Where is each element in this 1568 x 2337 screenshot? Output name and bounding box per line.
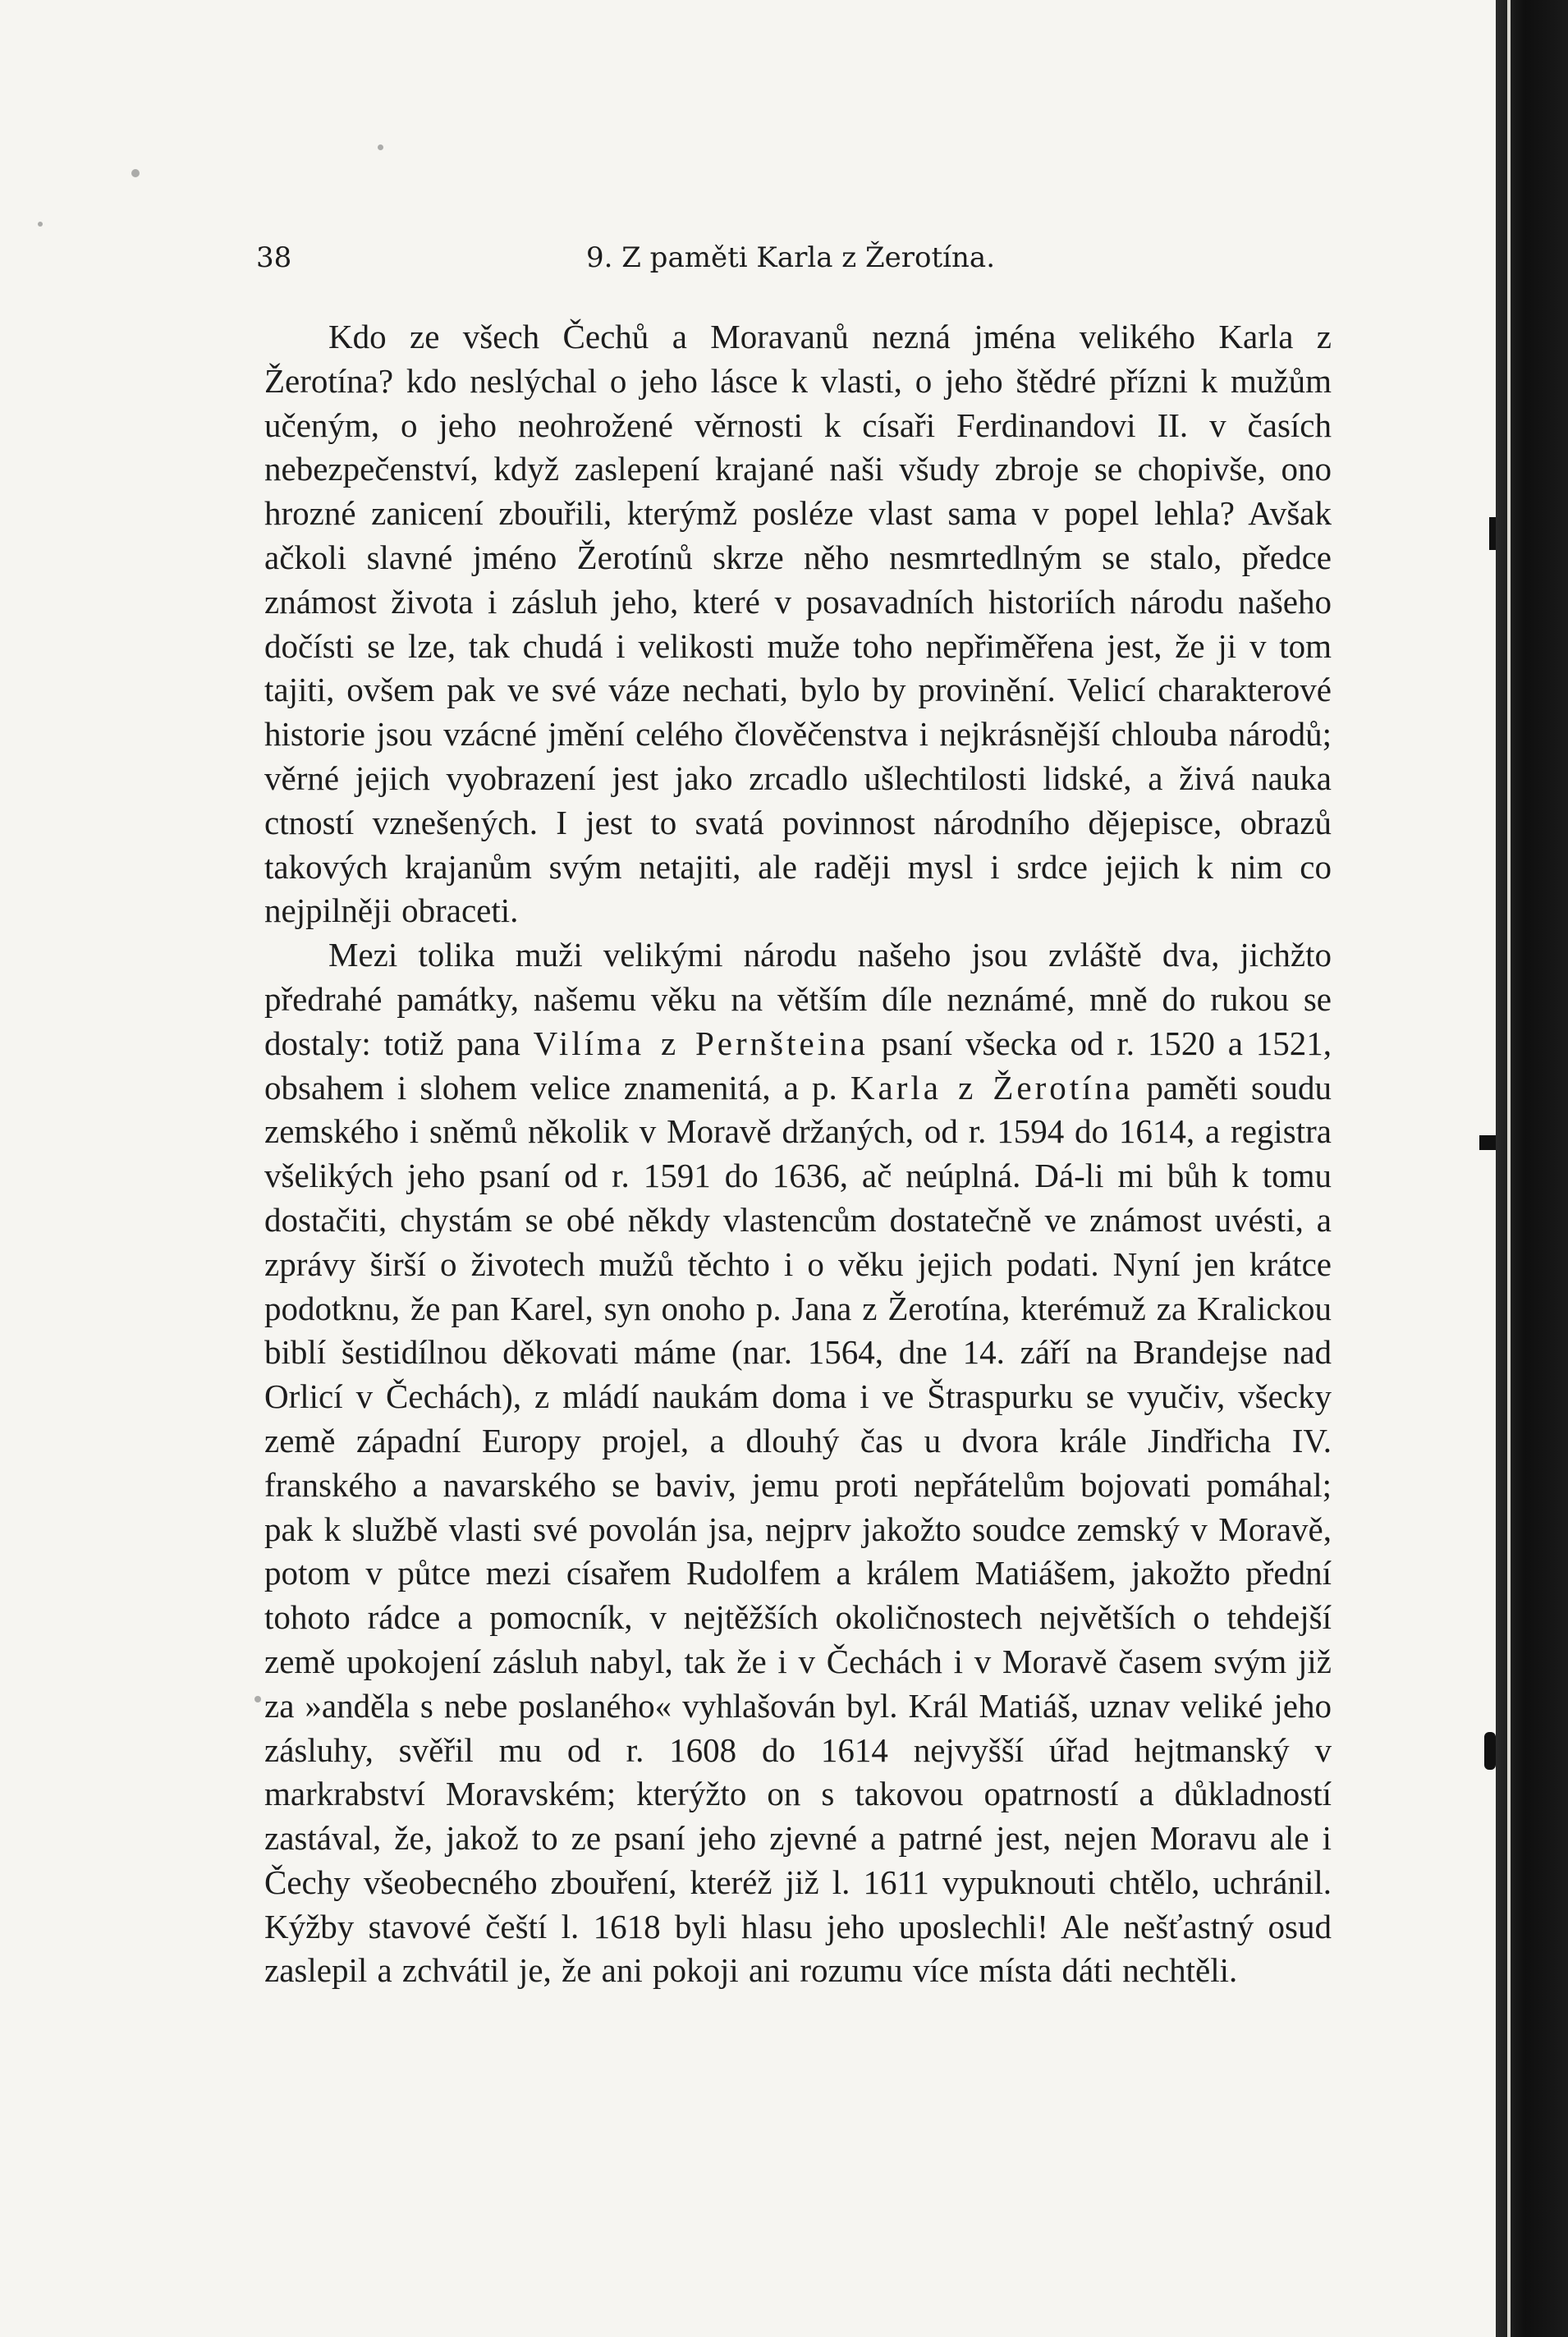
page-edge-line [1507, 0, 1511, 2337]
scan-speck [378, 144, 383, 150]
running-title: 9. Z paměti Karla z Žerotína. [586, 241, 995, 274]
scan-speck [254, 1696, 261, 1702]
person-name-karel: Karla z Žerotína [850, 1068, 1134, 1107]
paragraph-2-part-1: Mezi tolika muži velikými národu našeho jsou zvláště dva, jichžto předrahé památky, našemu věku na větším díle neznámé, mně do rukou se dostaly: totiž pana [264, 936, 1332, 1062]
paragraph-2 [264, 933, 1332, 1993]
page-number: 38 [256, 241, 292, 274]
margin-mark [1489, 517, 1496, 550]
paragraph-1: Kdo ze všech Čechů a Moravanů nezná jména velikého Karla z Žerotína? kdo neslýchal o jeho lásce k vlasti, o jeho štědré přízni k mužům učeným, o jeho neohrožené věrnosti k císaři Ferdinandovi II. v časích nebezpečenství, když zaslepení krajané naši všudy zbroje se chopivše, ono hrozné zanicení zbouřili, kterýmž posléze vlast sama v popel lehla? Avšak ačkoli slavné jméno Žerotínů skrze něho nesmrtedlným se stalo, předce známost života i zásluh jeho, které v posavadních historiích národu našeho dočísti se lze, tak chudá i velikosti muže toho nepřiměřena jest, že ji v tom tajiti, ovšem pak ve své váze nechati, bylo by provinění. Velicí charakterové historie jsou vzácné jmění celého člověčenstva i nejkrásnější chlouba národů; věrné jejich vyobrazení jest jako zrcadlo ušlechtilosti lidské, a živá nauka ctností vznešených. I jest to svatá povinnost národního dějepisce, obrazů takových krajanům svým netajiti, ale raději mysl i srdce jejich k nim co nejpilněji obraceti. [264, 318, 1332, 930]
margin-mark [1484, 1732, 1496, 1770]
paragraph-2-part-3: paměti soudu zemského i sněmů několik v Moravě držaných, od r. 1594 do 1614, a registra všelikých jeho psaní od r. 1591 do 1636, ač neúplná. Dá-li mi bůh k tomu dostačiti, chystám se obé někdy vlastencům dostatečně ve známost uvésti, a zprávy širší o životech mužů těchto i o věku jejich podati. Nyní jen krátce podotknu, že pan Karel, syn onoho p. Jana z Žerotína, kterémuž za Kralickou biblí šestidílnou děkovati máme (nar. 1564, dne 14. září na Brandejse nad Orlicí v Čechách), z mládí naukám doma i ve Štraspurku se vyučiv, všecky země západní Europy projel, a dlouhý čas u dvora krále Jindřicha IV. franského a navarského se baviv, jemu proti nepřátelům bojovati pomáhal; pak k službě vlasti své povolán jsa, nejprv jakožto soudce zemský v Moravě, potom v půtce mezi císařem Rudolfem a králem Matiášem, jakožto přední tohoto rádce a pomocník, v nejtěžších okoličnostech největších o tehdejší země upokojení zásluh nabyl, tak že i v Čechách i v Moravě časem svým již za »anděla s nebe poslaného« vyhlašován byl. Král Matiáš, uznav veliké jeho zásluhy, svěřil mu od r. 1608 do 1614 nejvyšší úřad hejtmanský v markrabství Moravském; kterýžto on s takovou opatrností a důkladností zastával, že, jakož to ze psaní jeho zjevné a patrné jest, nejen Moravu ale i Čechy všeobecného zbouření, kteréž již l. 1611 vypuknouti chtělo, uchránil. Kýžby stavové čeští l. 1618 byli hlasu jeho uposlechli! Ale nešťastný osud zaslepil a zchvátil je, že ani pokoji ani rozumu více místa dáti nechtěli. [264, 1068, 1332, 1990]
scan-speck [38, 222, 43, 227]
body-text [264, 315, 1332, 1993]
page-header [256, 241, 995, 282]
margin-mark [1479, 1135, 1496, 1150]
person-name-vilim: Vilíma z Pernšteina [533, 1024, 869, 1062]
paragraph-2-part-2: psaní všecka od r. 1520 a 1521, obsahem i slohem velice znamenitá, a p. [264, 1024, 1332, 1107]
scan-speck [131, 169, 140, 177]
